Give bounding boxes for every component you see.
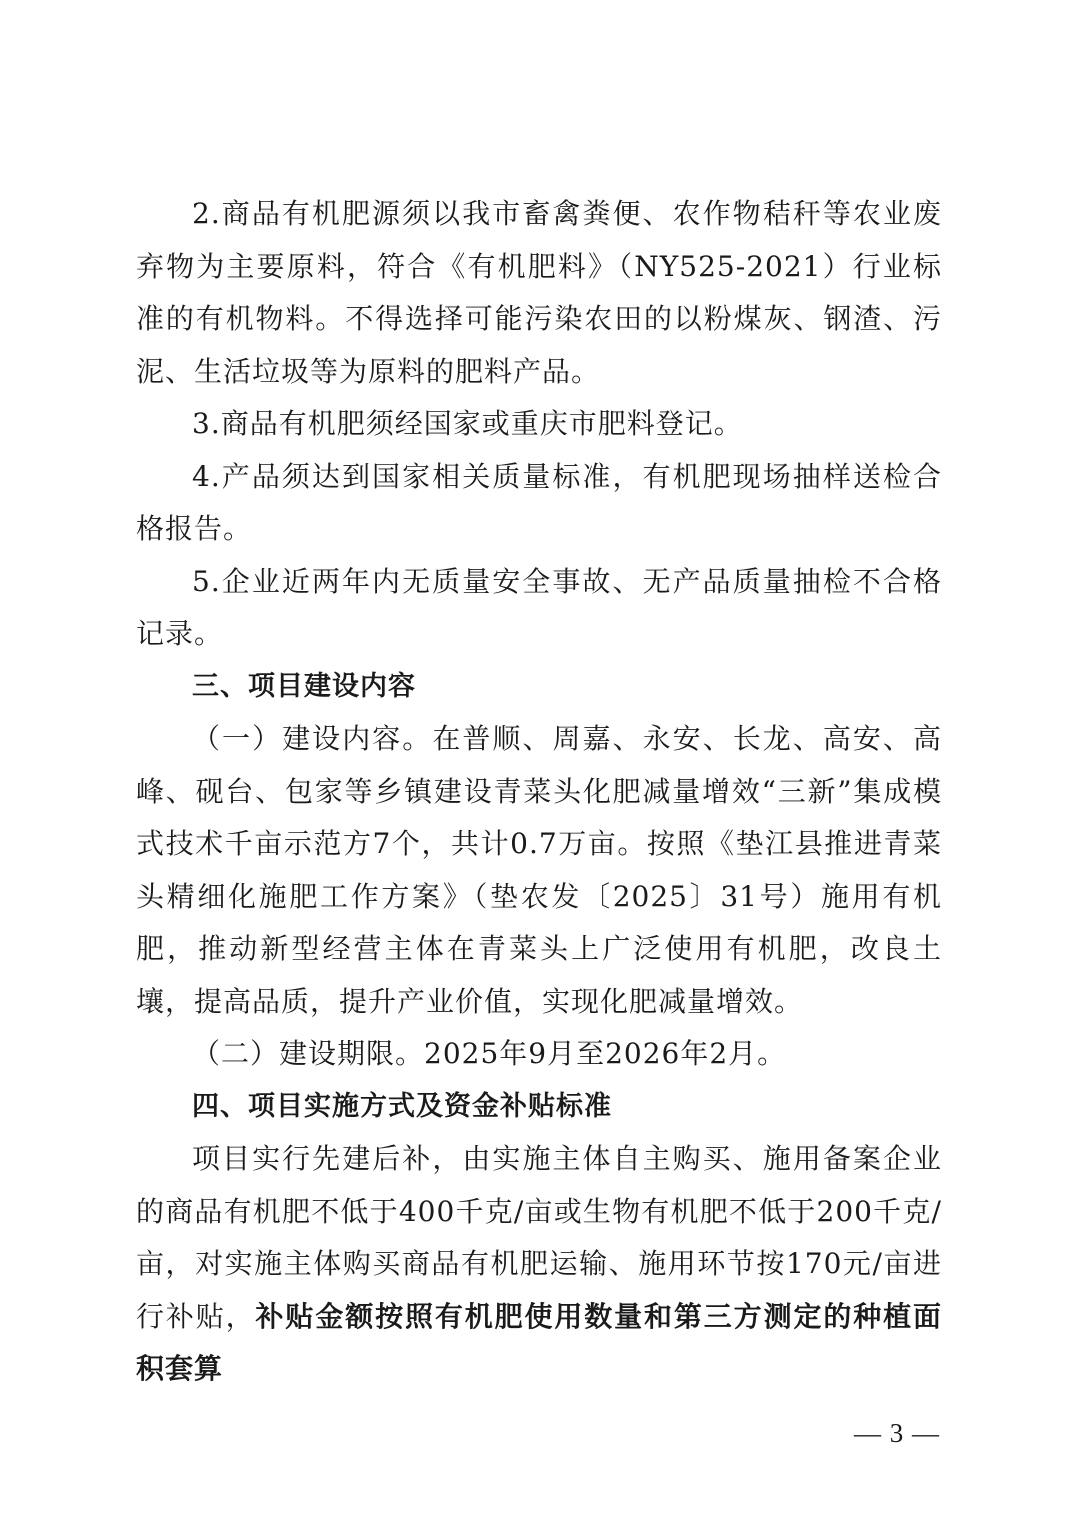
paragraph-requirement-3: 3.商品有机肥须经国家或重庆市肥料登记。: [192, 407, 743, 440]
paragraph-subsidy-standard: [136, 1133, 942, 1396]
bold-emphasis-text: 补贴金额按照有机肥使用数量和第三方测定的种植面积套算: [136, 1299, 942, 1385]
paragraph-text: 项目实行先建后补，由实施主体自主购买、施用备案企业的商品有机肥不低于400千克/亩或生物有机肥不低于200千克/亩，对实施主体购买商品有机肥运输、施用环节按170元/亩进行补贴，: [136, 1142, 942, 1333]
paragraph-construction-period: [136, 1028, 942, 1081]
section-heading-3: 三、项目建设内容: [192, 670, 416, 702]
paragraph-text: 2025年9月至2026年2月。: [424, 1037, 787, 1070]
paragraph-requirement-4: 4.产品须达到国家相关质量标准，有机肥现场抽样送检合格报告。: [136, 459, 942, 545]
paragraph-construction-content: [136, 713, 942, 1028]
paragraph-requirement-2: 2.商品有机肥源须以我市畜禽粪便、农作物秸秆等农业废弃物为主要原料，符合《有机肥料》（NY525-2021）行业标准的有机物料。不得选择可能污染农田的以粉煤灰、钢渣、污泥、生活垃圾等为原料的肥料产品。: [136, 197, 942, 388]
page-number: — 3 —: [854, 1418, 940, 1448]
section-heading-4: 四、项目实施方式及资金补贴标准: [192, 1090, 612, 1122]
paragraph-text: 在普顺、周嘉、永安、长龙、高安、高峰、砚台、包家等乡镇建设青菜头化肥减量增效“三新”集成模式技术千亩示范方7个，共计0.7万亩。按照《垫江县推进青菜头精细化施肥工作方案》（垫农发〔2025〕31号）施用有机肥，推动新型经营主体在青菜头上广泛使用有机肥，改良土壤，提高品质，提升产业价值，实现化肥减量增效。: [136, 722, 942, 1018]
subsection-label: （二）建设期限。: [192, 1037, 425, 1070]
document-body: [136, 188, 942, 1396]
paragraph-requirement-5: 5.企业近两年内无质量安全事故、无产品质量抽检不合格记录。: [136, 564, 942, 650]
subsection-label: （一）建设内容。: [192, 722, 433, 755]
